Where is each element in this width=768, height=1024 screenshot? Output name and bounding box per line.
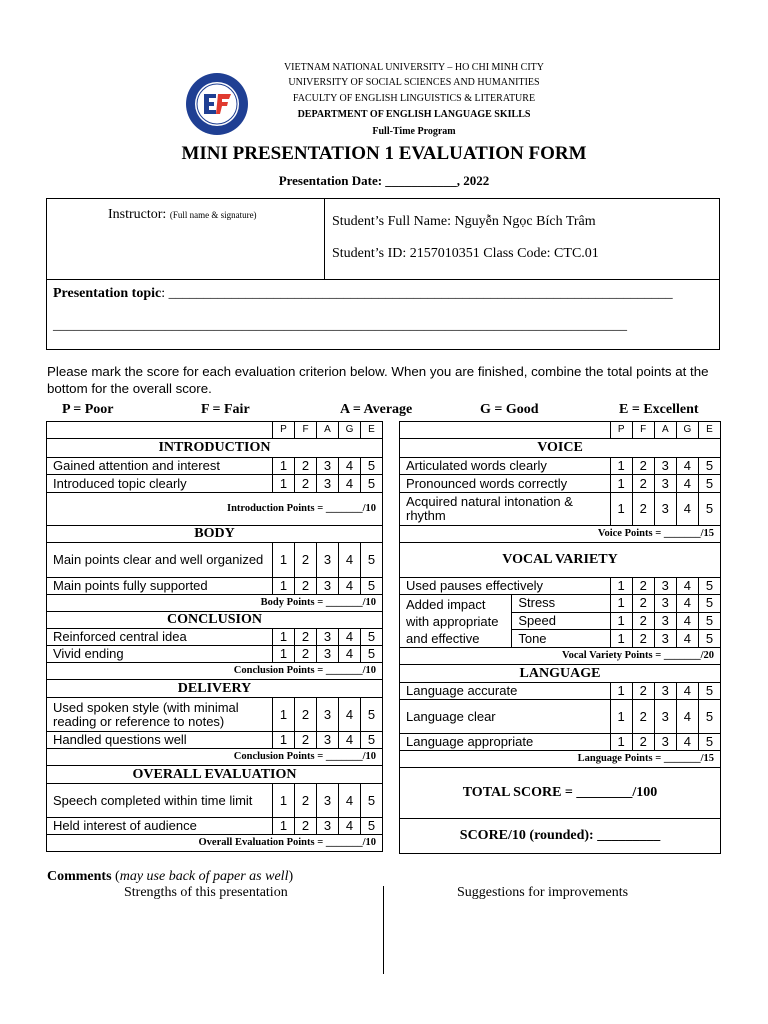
score-cell[interactable]: 3	[654, 458, 676, 475]
section-conclusion: CONCLUSION	[47, 612, 383, 629]
section-vocal-variety: VOCAL VARIETY	[400, 543, 721, 578]
score-cell[interactable]: 5	[361, 578, 383, 595]
instructions: Please mark the score for each evaluation criterion below. When you are finished, combine the total points at the bottom for the overall score.	[47, 364, 709, 396]
score-cell[interactable]: 1	[273, 629, 295, 646]
total-score[interactable]: TOTAL SCORE = ________/100	[400, 768, 721, 819]
score-cell[interactable]: 3	[654, 630, 676, 648]
score-cell[interactable]: 2	[295, 629, 317, 646]
table-row	[400, 734, 721, 751]
score-cell[interactable]: 3	[317, 784, 339, 818]
score-cell[interactable]: 4	[339, 543, 361, 578]
voice-points[interactable]: Voice Points = _______/15	[400, 526, 721, 543]
score-cell[interactable]: 2	[295, 784, 317, 818]
score-cell[interactable]: 5	[698, 612, 720, 630]
header-p: P	[610, 422, 632, 439]
score-cell[interactable]: 1	[610, 595, 632, 613]
score-cell[interactable]: 5	[361, 646, 383, 663]
body-points[interactable]: Body Points = _______/10	[47, 595, 383, 612]
score-cell[interactable]: 3	[317, 458, 339, 475]
score-cell[interactable]: 3	[654, 493, 676, 526]
table-row	[47, 578, 383, 595]
score-cell[interactable]: 5	[698, 493, 720, 526]
score-cell[interactable]: 1	[610, 458, 632, 475]
table-row	[400, 578, 721, 595]
score-cell[interactable]: 3	[654, 595, 676, 613]
score-cell[interactable]: 3	[654, 578, 676, 595]
header-f: F	[295, 422, 317, 439]
table-row	[47, 818, 383, 835]
header-a: A	[654, 422, 676, 439]
criterion-label: Tone	[512, 630, 610, 648]
score-cell[interactable]: 1	[610, 734, 632, 751]
presentation-date: Presentation Date: ___________, 2022	[278, 173, 490, 188]
form-title: MINI PRESENTATION 1 EVALUATION FORM	[181, 143, 587, 164]
legend-good: G = Good	[480, 402, 539, 417]
criterion-label: Handled questions well	[47, 732, 273, 749]
right-evaluation-table	[399, 421, 721, 854]
table-row	[47, 629, 383, 646]
criterion-label: Language clear	[400, 700, 611, 734]
criterion-label: Introduced topic clearly	[47, 475, 273, 493]
score-cell[interactable]: 3	[654, 700, 676, 734]
score-cell[interactable]: 2	[632, 700, 654, 734]
student-info-box	[46, 198, 720, 350]
score-cell[interactable]: 5	[361, 543, 383, 578]
language-points[interactable]: Language Points = _______/15	[400, 751, 721, 768]
faculty-logo	[185, 72, 249, 136]
score-cell[interactable]: 5	[698, 578, 720, 595]
score-cell[interactable]: 4	[676, 595, 698, 613]
score-cell[interactable]: 1	[273, 698, 295, 732]
score-cell[interactable]: 1	[273, 578, 295, 595]
score-out-of-ten[interactable]: SCORE/10 (rounded): _________	[400, 819, 721, 854]
score-cell[interactable]: 2	[295, 458, 317, 475]
criterion-label: Pronounced words correctly	[400, 475, 611, 493]
table-row	[400, 595, 721, 613]
score-cell[interactable]: 3	[317, 646, 339, 663]
score-cell[interactable]: 2	[632, 612, 654, 630]
score-cell[interactable]: 5	[361, 458, 383, 475]
score-cell[interactable]: 1	[610, 683, 632, 700]
criterion-label: Main points fully supported	[47, 578, 273, 595]
vocal-variety-points[interactable]: Vocal Variety Points = _______/20	[400, 648, 721, 665]
legend-poor: P = Poor	[62, 402, 114, 417]
topic-line-2[interactable]: __________________________________________________________________________________	[53, 318, 627, 333]
score-cell[interactable]: 2	[632, 493, 654, 526]
score-cell[interactable]: 2	[295, 698, 317, 732]
score-cell[interactable]: 5	[698, 630, 720, 648]
criterion-label: Gained attention and interest	[47, 458, 273, 475]
section-language: LANGUAGE	[400, 665, 721, 683]
score-cell[interactable]: 1	[610, 493, 632, 526]
strengths-heading: Strengths of this presentation	[124, 885, 288, 900]
table-row	[47, 732, 383, 749]
table-row	[400, 493, 721, 526]
instructor-note: (Full name & signature)	[169, 210, 257, 220]
score-cell[interactable]: 1	[273, 732, 295, 749]
score-cell[interactable]: 2	[295, 818, 317, 835]
score-cell[interactable]: 3	[317, 475, 339, 493]
score-cell[interactable]: 5	[361, 629, 383, 646]
student-name: Student’s Full Name: Nguyễn Ngọc Bích Trâm	[332, 214, 596, 229]
left-evaluation-table	[46, 421, 383, 852]
program-label: Full-Time Program	[372, 126, 456, 137]
score-cell[interactable]: 1	[273, 784, 295, 818]
score-cell[interactable]: 5	[361, 818, 383, 835]
score-cell[interactable]: 1	[273, 458, 295, 475]
criterion-label: Language appropriate	[400, 734, 611, 751]
faculty-name: FACULTY OF ENGLISH LINGUISTICS & LITERATURE	[292, 93, 536, 104]
student-id: Student’s ID: 2157010351 Class Code: CTC.01	[332, 246, 599, 261]
score-cell[interactable]: 4	[676, 683, 698, 700]
score-cell[interactable]: 1	[273, 543, 295, 578]
score-cell[interactable]: 2	[295, 578, 317, 595]
score-cell[interactable]: 4	[339, 784, 361, 818]
comments-label: Comments	[47, 869, 112, 884]
score-cell[interactable]: 2	[632, 458, 654, 475]
table-row	[400, 458, 721, 475]
score-cell[interactable]: 3	[654, 683, 676, 700]
score-cell[interactable]: 1	[610, 475, 632, 493]
score-cell[interactable]: 2	[295, 732, 317, 749]
department-name: DEPARTMENT OF ENGLISH LANGUAGE SKILLS	[297, 109, 531, 120]
school-name: UNIVERSITY OF SOCIAL SCIENCES AND HUMANITIES	[288, 77, 540, 88]
legend-average: A = Average	[340, 402, 413, 417]
score-cell[interactable]: 5	[361, 698, 383, 732]
score-cell[interactable]: 1	[273, 475, 295, 493]
table-row	[47, 784, 383, 818]
score-cell[interactable]: 4	[339, 698, 361, 732]
score-cell[interactable]: 2	[632, 734, 654, 751]
score-cell[interactable]: 4	[676, 458, 698, 475]
topic-field[interactable]: Presentation topic: ________________________________________________________________________	[53, 286, 673, 301]
score-cell[interactable]: 2	[632, 578, 654, 595]
score-cell[interactable]: 1	[610, 612, 632, 630]
score-cell[interactable]: 3	[654, 734, 676, 751]
vocal-impact-group-label: Added impact with appropriate and effective	[400, 595, 512, 648]
criterion-label: Held interest of audience	[47, 818, 273, 835]
header-a: A	[317, 422, 339, 439]
score-cell[interactable]: 2	[632, 595, 654, 613]
score-cell[interactable]: 3	[654, 475, 676, 493]
header-e: E	[698, 422, 720, 439]
table-row	[400, 700, 721, 734]
score-cell[interactable]: 4	[676, 700, 698, 734]
score-cell[interactable]: 5	[361, 784, 383, 818]
score-cell[interactable]: 5	[698, 734, 720, 751]
header-p: P	[273, 422, 295, 439]
criterion-label: Used pauses effectively	[400, 578, 611, 595]
section-delivery: DELIVERY	[47, 680, 383, 698]
comments-heading: Comments (may use back of paper as well)	[47, 869, 294, 884]
score-cell[interactable]: 4	[676, 493, 698, 526]
section-introduction: INTRODUCTION	[47, 439, 383, 458]
score-cell[interactable]: 4	[339, 475, 361, 493]
score-cell[interactable]: 3	[317, 732, 339, 749]
comments-divider	[383, 886, 384, 974]
score-cell[interactable]: 2	[295, 475, 317, 493]
score-cell[interactable]: 5	[698, 595, 720, 613]
score-cell[interactable]: 3	[317, 629, 339, 646]
criterion-label: Articulated words clearly	[400, 458, 611, 475]
score-cell[interactable]: 2	[295, 646, 317, 663]
score-cell[interactable]: 4	[676, 630, 698, 648]
score-cell[interactable]: 4	[676, 612, 698, 630]
score-cell[interactable]: 4	[339, 629, 361, 646]
table-row	[47, 543, 383, 578]
header-g: G	[339, 422, 361, 439]
introduction-points[interactable]: Introduction Points = _______/10	[47, 493, 383, 526]
score-cell[interactable]: 4	[339, 646, 361, 663]
table-row	[47, 646, 383, 663]
section-body: BODY	[47, 526, 383, 543]
score-cell[interactable]: 2	[632, 683, 654, 700]
score-cell[interactable]: 3	[317, 543, 339, 578]
table-row	[400, 475, 721, 493]
table-row	[47, 475, 383, 493]
table-row	[47, 698, 383, 732]
score-cell[interactable]: 5	[698, 458, 720, 475]
score-cell[interactable]: 4	[339, 732, 361, 749]
criterion-label: Speech completed within time limit	[47, 784, 273, 818]
criterion-label: Vivid ending	[47, 646, 273, 663]
header-g: G	[676, 422, 698, 439]
score-cell[interactable]: 5	[698, 683, 720, 700]
criterion-label: Speed	[512, 612, 610, 630]
score-cell[interactable]: 1	[610, 700, 632, 734]
criterion-label: Language accurate	[400, 683, 611, 700]
comments-note: may use back of paper as well	[119, 869, 289, 884]
score-cell[interactable]: 3	[317, 578, 339, 595]
legend-fair: F = Fair	[201, 402, 250, 417]
criterion-label: Reinforced central idea	[47, 629, 273, 646]
score-cell[interactable]: 1	[610, 630, 632, 648]
university-name: VIETNAM NATIONAL UNIVERSITY – HO CHI MINH CITY	[283, 62, 545, 73]
header-e: E	[361, 422, 383, 439]
topic-label: Presentation topic	[53, 286, 162, 301]
suggestions-heading: Suggestions for improvements	[457, 885, 629, 900]
score-cell[interactable]: 2	[632, 475, 654, 493]
score-cell[interactable]: 4	[676, 475, 698, 493]
criterion-label: Acquired natural intonation & rhythm	[400, 493, 611, 526]
table-row	[47, 458, 383, 475]
score-cell[interactable]: 4	[339, 578, 361, 595]
score-cell[interactable]: 1	[610, 578, 632, 595]
score-cell[interactable]: 2	[295, 543, 317, 578]
score-cell[interactable]: 4	[339, 818, 361, 835]
overall-evaluation-points[interactable]: Overall Evaluation Points = _______/10	[47, 835, 383, 852]
score-cell[interactable]: 3	[317, 818, 339, 835]
score-cell[interactable]: 4	[339, 458, 361, 475]
score-cell[interactable]: 3	[654, 612, 676, 630]
score-cell[interactable]: 5	[698, 700, 720, 734]
score-cell[interactable]: 1	[273, 646, 295, 663]
score-cell[interactable]: 4	[676, 734, 698, 751]
section-overall-evaluation: OVERALL EVALUATION	[47, 766, 383, 784]
score-cell[interactable]: 5	[361, 475, 383, 493]
section-voice: VOICE	[400, 439, 721, 458]
criterion-label: Stress	[512, 595, 610, 613]
table-row	[400, 683, 721, 700]
legend-excellent: E = Excellent	[619, 402, 699, 417]
criterion-label: Main points clear and well organized	[47, 543, 273, 578]
score-cell[interactable]: 5	[361, 732, 383, 749]
instructor-field[interactable]: Instructor: (Full name & signature)	[108, 207, 257, 222]
score-cell[interactable]: 1	[273, 818, 295, 835]
criterion-label: Used spoken style (with minimal reading or reference to notes)	[47, 698, 273, 732]
score-cell[interactable]: 2	[632, 630, 654, 648]
header-f: F	[632, 422, 654, 439]
score-cell[interactable]: 4	[676, 578, 698, 595]
delivery-points[interactable]: Conclusion Points = _______/10	[47, 749, 383, 766]
conclusion-points[interactable]: Conclusion Points = _______/10	[47, 663, 383, 680]
score-cell[interactable]: 5	[698, 475, 720, 493]
score-cell[interactable]: 3	[317, 698, 339, 732]
